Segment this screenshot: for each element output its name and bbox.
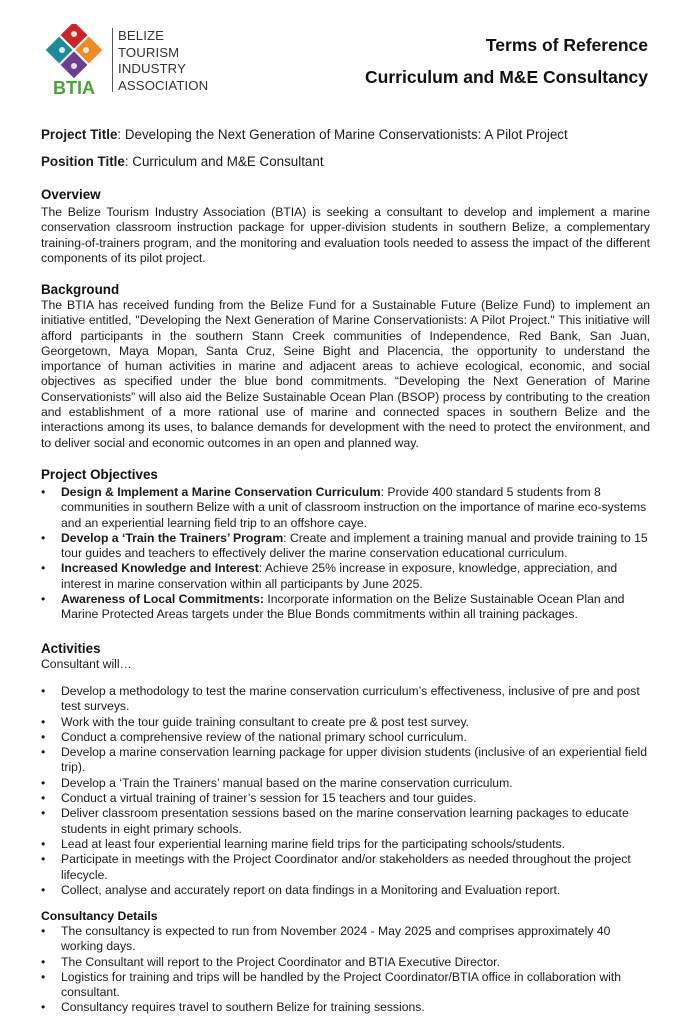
consultancy-item: • Logistics for training and trips will be handled by the Project Coordinator/BTIA office in collaboration with consultant. [41, 970, 650, 1001]
objective-text: : Achieve 25% increase in exposure, knowledge, appreciation, and interest in marine conservation within all participants by June 2025. [61, 561, 618, 591]
activity-item: • Collect, analyse and accurately report on data findings in a Monitoring and Evaluation report. [41, 883, 650, 898]
consultancy-item: • The Consultant will report to the Project Coordinator and BTIA Executive Director. [41, 955, 650, 970]
logo-line: INDUSTRY [118, 61, 186, 76]
objective-item [41, 485, 650, 531]
activity-item: • Develop a methodology to test the marine conservation curriculum’s effectiveness, inclusive of pre and post test surveys. [41, 684, 650, 715]
logo-line: ASSOCIATION [118, 77, 209, 93]
project-title-label: Project Title [41, 127, 118, 142]
objective-title: Design & Implement a Marine Conservation Curriculum [61, 485, 381, 499]
objective-text: : Provide 400 standard 5 students from 8 communities in southern Belize with a unit of classroom instruction on the importance of marine eco-systems and an experiential learning field trip to an offshore caye. [61, 485, 647, 530]
activities-intro: Consultant will… [41, 657, 132, 671]
objectives-heading: Project Objectives [41, 467, 158, 482]
objective-text: Incorporate information on the Belize Sustainable Ocean Plan and Marine Protected Areas targets under the Blue Bonds commitments within all training packages. [61, 592, 625, 622]
activities-heading: Activities [41, 641, 101, 656]
project-title-line [41, 127, 568, 142]
overview-heading: Overview [41, 187, 101, 202]
objective-item [41, 561, 650, 592]
objectives-list [41, 485, 650, 623]
activities-list [41, 684, 650, 898]
document-subtitle: Curriculum and M&E Consultancy [365, 67, 648, 87]
objective-title: Awareness of Local Commitments: [61, 592, 264, 607]
consultancy-item: • Consultancy requires travel to southern Belize for training sessions. [41, 1000, 650, 1015]
objective-item [41, 531, 650, 562]
objective-item [41, 592, 650, 623]
position-title-label: Position Title [41, 154, 125, 169]
btia-emblem-icon [42, 24, 106, 96]
activity-item: • Participate in meetings with the Project Coordinator and/or stakeholders as needed throughout the project lifecycle. [41, 852, 650, 883]
logo-line: BELIZE TOURISM [118, 28, 180, 60]
objective-title: Develop a ‘Train the Trainers’ Program [61, 530, 284, 545]
logo-wordmark [112, 28, 224, 92]
btia-acronym: BTIA [53, 78, 95, 96]
activity-item: • Conduct a comprehensive review of the national primary school curriculum. [41, 730, 650, 745]
consultancy-item: • The consultancy is expected to run from November 2024 - May 2025 and comprises approximately 40 working days. [41, 924, 650, 955]
overview-text: The Belize Tourism Industry Association (BTIA) is seeking a consultant to develop and implement a marine conservation classroom instruction package for upper-division students in southern Belize, a complementary training-of-trainers program, and the monitoring and evaluation tools needed to assess the impact of the different components of its pilot project. [41, 205, 650, 265]
project-title-value: : Developing the Next Generation of Marine Conservationists: A Pilot Project [117, 127, 568, 142]
btia-logo [42, 24, 222, 96]
consultancy-heading: Consultancy Details [41, 909, 158, 923]
background-text: The BTIA has received funding from the Belize Fund for a Sustainable Future (Belize Fund) to implement an initiative entitled, "Developing the Next Generation of Marine Conservationists: A Pilot Project." This initiative will afford participants in the southern Stann Creek communities of Independence, Red Bank, San Juan, Georgetown, Maya Mopan, Santa Cruz, Seine Bight and Placencia, the opportunity to understand the importance of human activities in marine and adjacent areas to achieve ecological, economic, and social objectives as specified under the blue bond commitments. “Developing the Next Generation of Marine Conservationists” will also aid the Belize Sustainable Ocean Plan (BSOP) process by contributing to the creation and establishment of a more rational use of marine and connected spaces in southern Belize and the interactions among its uses, to balance demands for development with the need to protect the environment, and to deliver social and economic outcomes in an open and planned way. [41, 298, 650, 450]
activity-item: • Develop a marine conservation learning package for upper division students (inclusive of an experiential field trip). [41, 745, 650, 776]
position-title-value: : Curriculum and M&E Consultant [124, 154, 324, 169]
activity-item: • Develop a ‘Train the Trainers’ manual based on the marine conservation curriculum. [41, 776, 650, 791]
background-heading: Background [41, 282, 120, 297]
activity-item: • Deliver classroom presentation sessions based on the marine conservation learning packages to educate students in eight primary schools. [41, 806, 650, 837]
activity-item: • Conduct a virtual training of trainer’s session for 15 teachers and tour guides. [41, 791, 650, 806]
activity-item: • Work with the tour guide training consultant to create pre & post test survey. [41, 715, 650, 730]
objective-text: : Create and implement a training manual and provide training to 15 tour guides and teachers to effectively deliver the marine conservation educational curriculum. [61, 530, 648, 561]
activity-item: • Lead at least four experiential learning marine field trips for the participating schools/students. [41, 837, 650, 852]
document-title: Terms of Reference [485, 35, 648, 55]
position-title-line [41, 154, 324, 169]
objective-title: Increased Knowledge and Interest [61, 561, 259, 576]
consultancy-list [41, 924, 650, 1016]
